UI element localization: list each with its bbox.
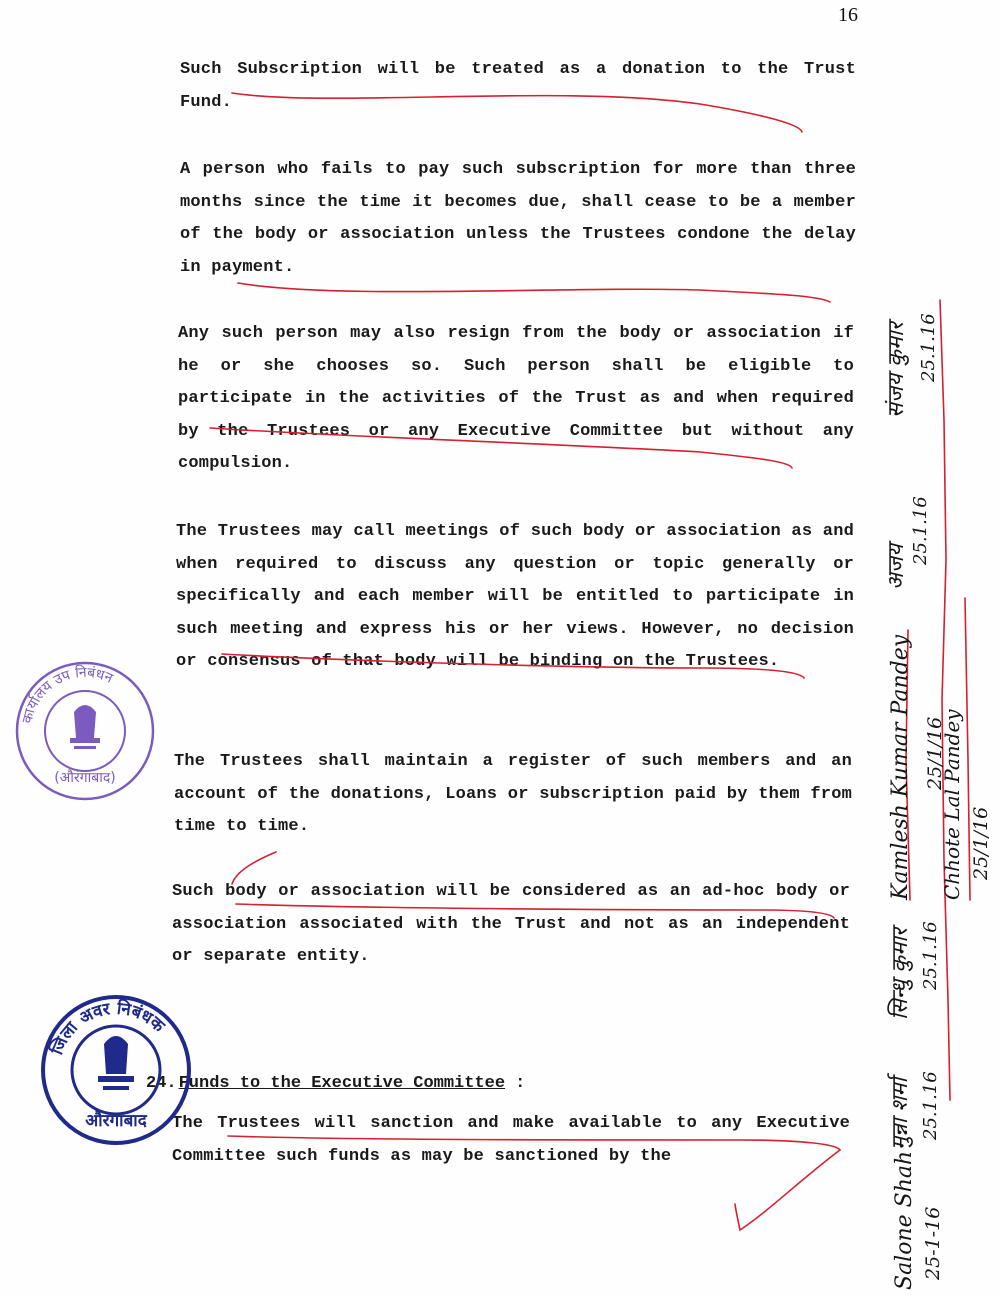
signature-2-name: अजय: [884, 544, 909, 590]
paragraph-4: The Trustees may call meetings of such body or association as and when required to discuss any question or topic generally or specifically and each member will be entitled to participate in such meeting and express his or her views. However, no decision or consensus of that body will be binding on the Trustees.: [176, 522, 854, 671]
emblem-icon: [70, 705, 100, 749]
blue-stamp-bottom-text: औरंगाबाद: [85, 1111, 147, 1131]
signature-5: [884, 928, 914, 1020]
signature-3-name: Kamlesh Kumar Pandey: [888, 634, 913, 900]
blue-registrar-stamp: [40, 994, 192, 1146]
section-colon: :: [515, 1074, 526, 1093]
signature-6-date: 25.1.16: [920, 1071, 941, 1140]
signature-5-date: 25.1.16: [920, 921, 941, 990]
margin-line: [940, 300, 950, 1100]
paragraph-3: Any such person may also resign from the body or association if he or she chooses so. Such person shall be eligible to participate in the activities of the Trust as and when required by the Trustees or any Executive Committee but without any compulsion.: [178, 324, 854, 473]
purple-office-stamp: [14, 660, 156, 802]
paragraph-7: The Trustees will sanction and make available to any Executive Committee such funds as may be sanctioned by the: [172, 1114, 850, 1166]
signature-6: [884, 1078, 914, 1150]
signature-1: [880, 322, 910, 418]
signature-2: [880, 544, 910, 590]
emblem-icon: [98, 1036, 134, 1090]
section-title: Funds to the Executive Committee: [178, 1074, 506, 1093]
signature-1-name: संजय कुमार: [884, 322, 909, 418]
signature-4-date: 25/1/16: [970, 806, 992, 880]
paragraph-6: Such body or association will be considered as an ad-hoc body or association associated with the Trust and not as an independent or separate entity.: [172, 882, 850, 966]
signature-3: [888, 635, 913, 900]
signature-6-name: मुन्ना शर्मा: [888, 1077, 913, 1150]
purple-stamp-ring-text: कार्यालय उप निबंधन: [19, 664, 116, 726]
signature-5-name: सिन्धु कुमार: [888, 928, 913, 1020]
signature-2-date: 25.1.16: [910, 496, 931, 565]
signature-7-date: 25-1-16: [922, 1206, 944, 1280]
section-heading: [146, 1074, 525, 1093]
signature-7-name: Salone Shah: [892, 1150, 917, 1290]
section-number: 24.: [146, 1074, 177, 1093]
underline-mark: [238, 283, 830, 302]
signature-7: [892, 1151, 917, 1290]
signature-3-date: 25/1/16: [924, 716, 946, 790]
signature-4: [940, 709, 964, 900]
signature-4-name: Chhote Lal Pandey: [940, 709, 964, 900]
page-number: 16: [838, 4, 858, 26]
signature-1-date: 25.1.16: [918, 313, 939, 382]
paragraph-2: A person who fails to pay such subscription for more than three months since the time it becomes due, shall cease to be a member of the body or association unless the Trustees condone the delay in payment.: [180, 160, 856, 277]
purple-stamp-bottom-text: (औरंगाबाद): [54, 770, 116, 786]
paragraph-1: Such Subscription will be treated as a donation to the Trust Fund.: [180, 60, 856, 112]
blue-stamp-ring-text: जिला अवर निबंधक: [47, 998, 169, 1058]
paragraph-5: The Trustees shall maintain a register of such members and an account of the donations, Loans or subscription paid by them from time to time.: [174, 752, 852, 836]
